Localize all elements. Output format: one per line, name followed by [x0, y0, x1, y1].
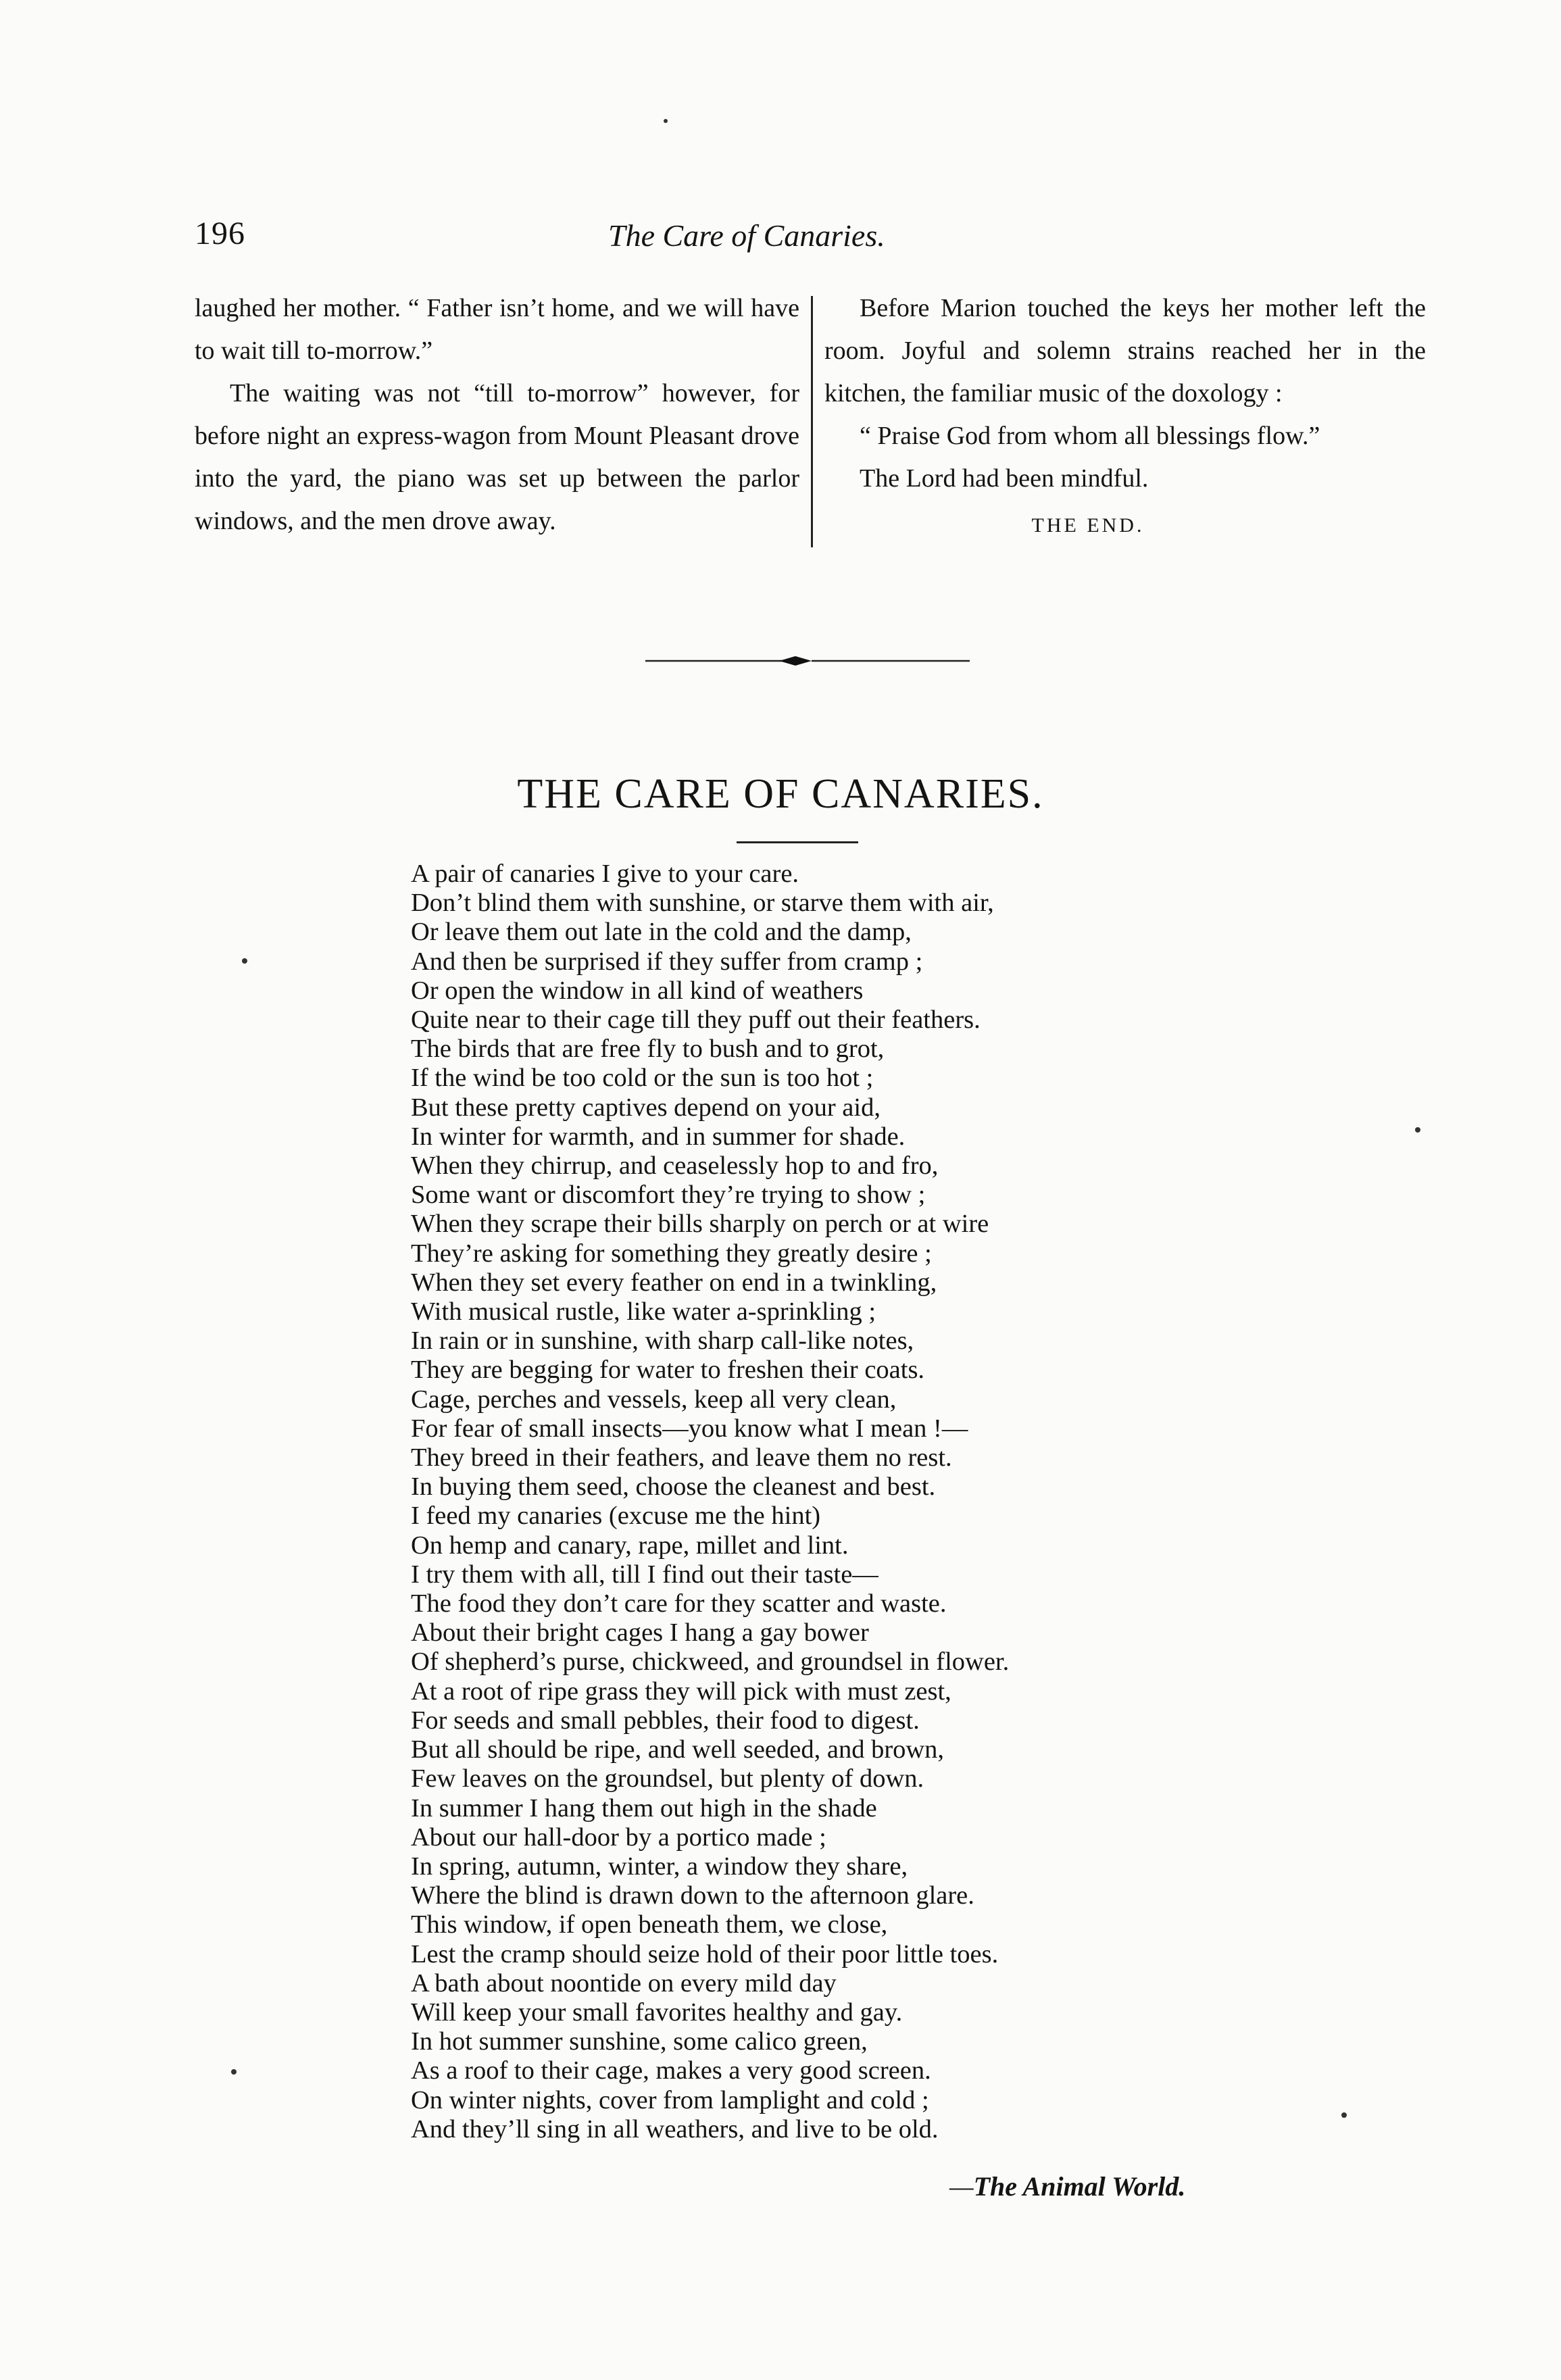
- poem-line: When they set every feather on end in a twinkling,: [411, 1268, 937, 1297]
- poem-line: When they chirrup, and ceaselessly hop to and fro,: [411, 1151, 939, 1181]
- poem-line: In summer I hang them out high in the shade: [411, 1793, 877, 1823]
- poem-line: And they’ll sing in all weathers, and live to be old.: [411, 2114, 939, 2143]
- poem-line: If the wind be too cold or the sun is too hot ;: [411, 1064, 874, 1093]
- poem-line: A pair of canaries I give to your care.: [411, 860, 799, 888]
- poem-line: And then be surprised if they suffer from cramp ;: [411, 947, 923, 976]
- print-speck: [1415, 1127, 1420, 1133]
- the-end-label: THE END.: [1031, 514, 1145, 537]
- print-speck: [1341, 2112, 1347, 2118]
- story-left-column: [195, 287, 799, 543]
- poem-line: The food they don’t care for they scatter and waste.: [411, 1589, 947, 1618]
- poem-line: Quite near to their cage till they puff out their feathers.: [411, 1006, 981, 1035]
- poem-line: Few leaves on the groundsel, but plenty of down.: [411, 1764, 924, 1793]
- poem-line: This window, if open beneath them, we close,: [411, 1910, 888, 1939]
- poem-line: They’re asking for something they greatly desire ;: [411, 1239, 932, 1268]
- page-number: 196: [195, 216, 245, 251]
- article-title: THE CARE OF CANARIES.: [517, 771, 1044, 817]
- story-paragraph: The Lord had been mindful.: [860, 464, 1149, 493]
- poem-line: For fear of small insects—you know what I mean !—: [411, 1414, 968, 1443]
- poem-line: But these pretty captives depend on your aid,: [411, 1093, 881, 1122]
- poem-line: In buying them seed, choose the cleanest and best.: [411, 1472, 936, 1502]
- poem-line: But all should be ripe, and well seeded, and brown,: [411, 1735, 945, 1764]
- title-rule: [737, 841, 858, 843]
- story-paragraph: The waiting was not “till to-morrow” however, for before night an express-wagon from Mount Pleasant drove into the yard, the piano was set up between the parlor windows, and the men drove away.: [195, 379, 799, 535]
- story-right-column: [824, 287, 1426, 547]
- story-paragraph: Before Marion touched the keys her mother left the room. Joyful and solemn strains reached her in the kitchen, the familiar music of the doxology :: [824, 294, 1426, 407]
- attribution-source: The Animal World.: [973, 2171, 1186, 2202]
- poem-line: I feed my canaries (excuse me the hint): [411, 1502, 821, 1531]
- print-speck: [242, 958, 247, 964]
- poem-line: Don’t blind them with sunshine, or starve them with air,: [411, 889, 994, 918]
- print-speck: [664, 119, 668, 123]
- poem-line: Where the blind is drawn down to the afternoon glare.: [411, 1881, 974, 1910]
- poem-line: In hot summer sunshine, some calico green,: [411, 2027, 868, 2056]
- poem-line: Or open the window in all kind of weathers: [411, 976, 864, 1005]
- poem-line: On winter nights, cover from lamplight and cold ;: [411, 2085, 929, 2114]
- column-divider: [811, 296, 813, 547]
- poem-line: Some want or discomfort they’re trying to show ;: [411, 1181, 926, 1210]
- ornamental-divider: [645, 654, 970, 668]
- poem-line: Lest the cramp should seize hold of their poor little toes.: [411, 1939, 999, 1968]
- attribution: [949, 2171, 1185, 2202]
- poem-line: The birds that are free fly to bush and to grot,: [411, 1035, 885, 1064]
- poem-line: Of shepherd’s purse, chickweed, and groundsel in flower.: [411, 1647, 1010, 1677]
- story-paragraph: laughed her mother. “ Father isn’t home, and we will have to wait till to-morrow.”: [195, 294, 799, 365]
- running-head: The Care of Canaries.: [608, 218, 885, 253]
- poem-line: I try them with all, till I find out their taste—: [411, 1560, 878, 1589]
- poem-line: When they scrape their bills sharply on perch or at wire: [411, 1210, 989, 1239]
- poem-line: Or leave them out late in the cold and the damp,: [411, 918, 912, 947]
- poem-line: They breed in their feathers, and leave them no rest.: [411, 1443, 952, 1472]
- poem-line: About their bright cages I hang a gay bower: [411, 1618, 869, 1647]
- doxology-quote: “ Praise God from whom all blessings flow.”: [860, 422, 1320, 450]
- attribution-dash: —: [949, 2171, 974, 2202]
- poem-line: Cage, perches and vessels, keep all very clean,: [411, 1385, 897, 1414]
- poem-line: With musical rustle, like water a-sprinkling ;: [411, 1297, 876, 1327]
- poem-line: Will keep your small favorites healthy and gay.: [411, 1998, 903, 2027]
- poem: [411, 860, 1222, 2144]
- poem-line: At a root of ripe grass they will pick with must zest,: [411, 1677, 951, 1706]
- poem-line: As a roof to their cage, makes a very good screen.: [411, 2056, 931, 2085]
- print-speck: [231, 2069, 237, 2075]
- poem-line: On hemp and canary, rape, millet and lint.: [411, 1531, 849, 1560]
- poem-line: In winter for warmth, and in summer for shade.: [411, 1122, 906, 1151]
- poem-line: About our hall-door by a portico made ;: [411, 1823, 826, 1852]
- poem-line: In rain or in sunshine, with sharp call-like notes,: [411, 1327, 914, 1356]
- poem-line: A bath about noontide on every mild day: [411, 1968, 837, 1998]
- poem-line: For seeds and small pebbles, their food to digest.: [411, 1706, 920, 1735]
- poem-line: In spring, autumn, winter, a window they share,: [411, 1852, 908, 1881]
- poem-line: They are begging for water to freshen their coats.: [411, 1356, 925, 1385]
